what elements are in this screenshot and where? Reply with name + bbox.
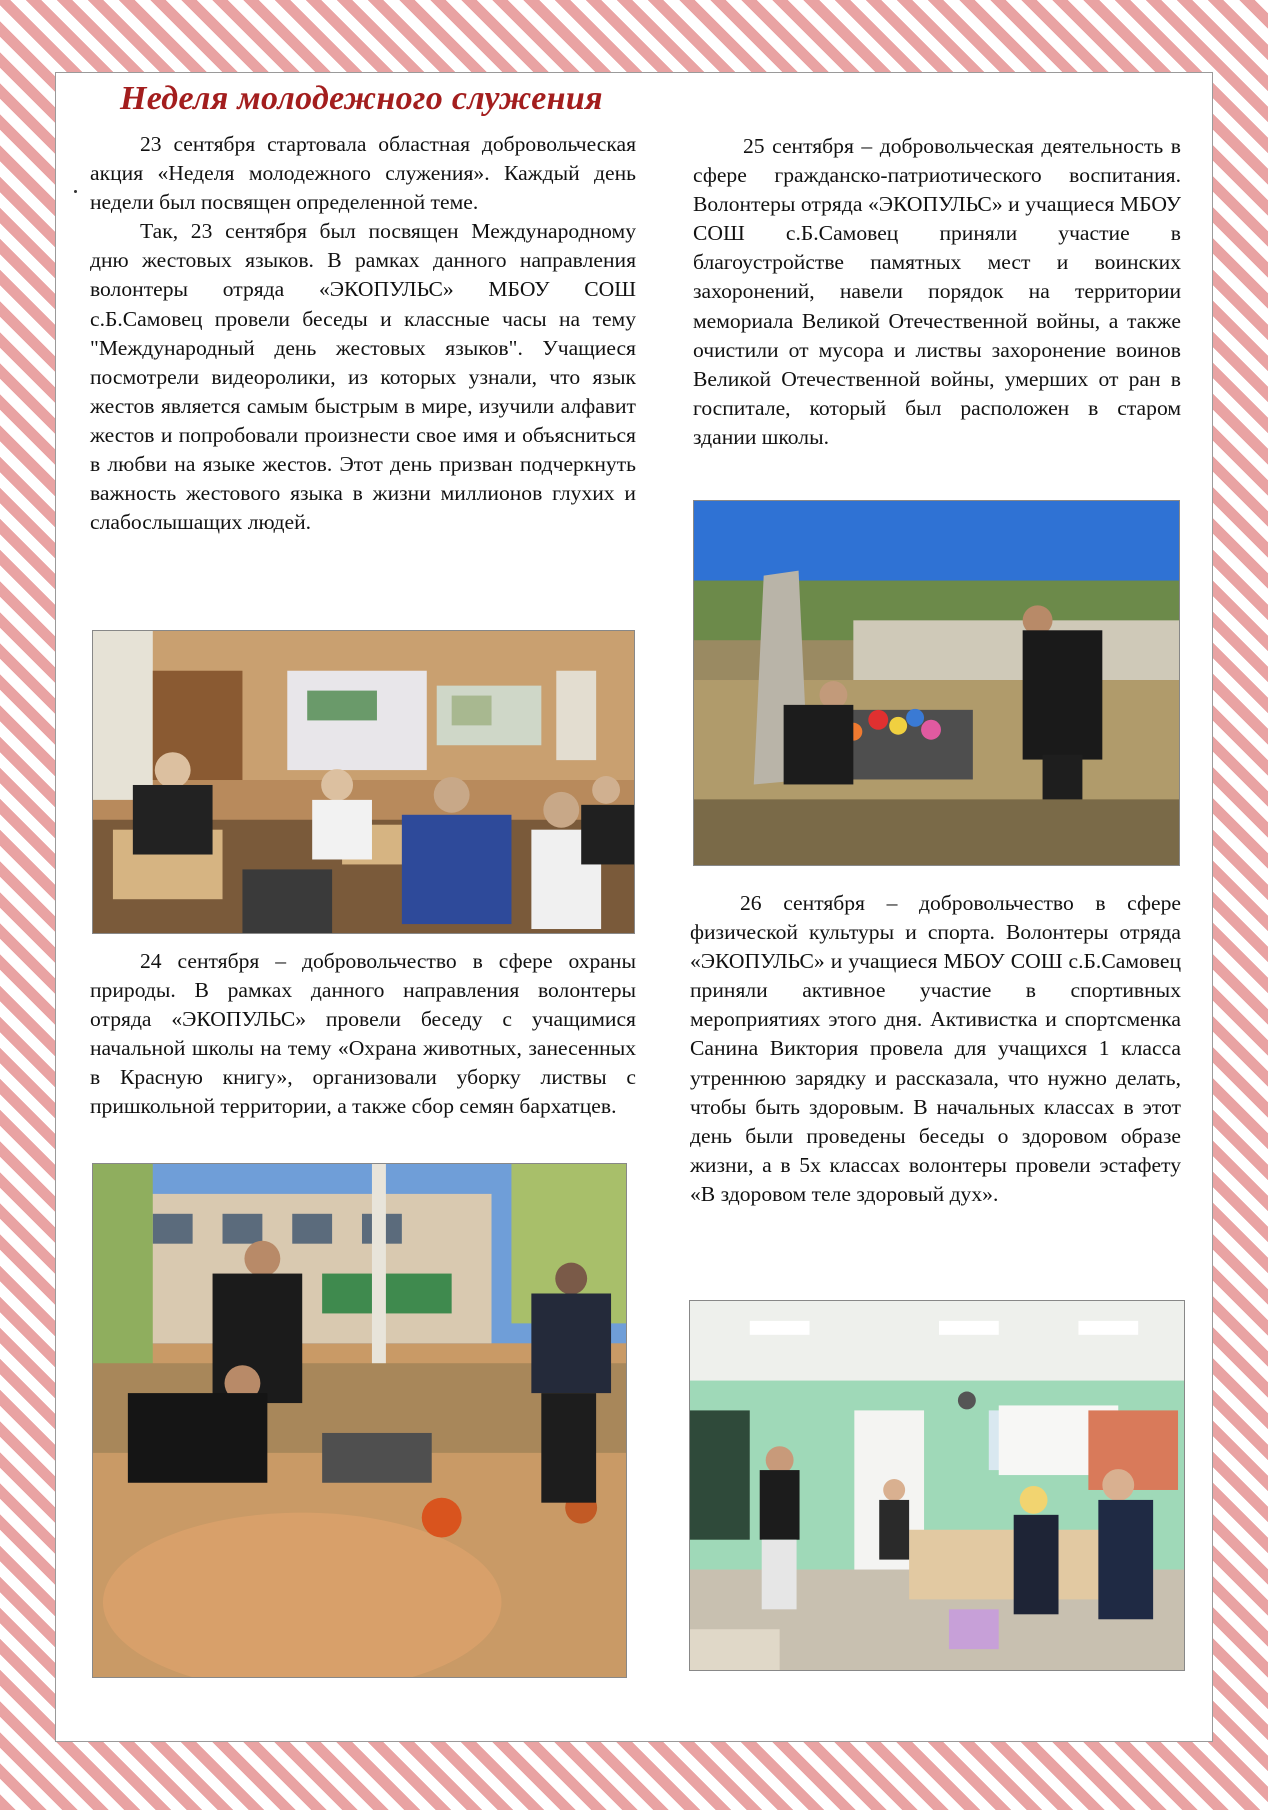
paragraph-sep25: 25 сентября – добровольческая деятельность в сфере гражданско-патриотического воспитания. Волонтеры отряда «ЭКОПУЛЬС» и учащиеся МБОУ СОШ с.Б.Самовец приняли участие в благоустройстве памятных мест и воинских захоронений, навели порядок на территории мемориала Великой Отечественной войны, а также очистили от мусора и листвы захоронение воинов Великой Отечественной войны, умерших от ран в госпитале, который был расположен в старом здании школы. bbox=[693, 134, 1181, 449]
photo-classroom-sign-language bbox=[92, 630, 635, 934]
photo-memorial-cleanup bbox=[693, 500, 1180, 866]
left-column-top bbox=[90, 130, 636, 537]
photo-morning-exercise bbox=[689, 1300, 1185, 1671]
cemetery-photo-icon bbox=[694, 501, 1179, 865]
stray-dot bbox=[74, 190, 77, 193]
left-column-bottom bbox=[90, 947, 636, 1122]
paragraph-sep23: Так, 23 сентября был посвящен Международному дню жестовых языков. В рамках данного направления волонтеры отряда «ЭКОПУЛЬС» МБОУ СОШ с.Б.Самовец провели беседы и классные часы на тему "Международный день жестовых языков". Учащиеся посмотрели видеоролики, из которых узнали, что язык жестов является самым быстрым в мире, изучили алфавит жестов и попробовали произнести свое имя и объясниться в любви на языке жестов. Этот день призван подчеркнуть важность жестового языка в жизни миллионов глухих и слабослышащих людей. bbox=[90, 219, 636, 535]
paragraph-sep26: 26 сентября – добровольчество в сфере физической культуры и спорта. Волонтеры отряда «ЭКОПУЛЬС» и учащиеся МБОУ СОШ с.Б.Самовец приняли активное участие в спортивных мероприятиях этого дня. Активистка и спортсменка Санина Виктория провела для учащихся 1 класса утреннюю зарядку и рассказала, что нужно делать, чтобы быть здоровым. В начальных классах в этот день были проведены беседы о здоровом образе жизни, а в 5х классах волонтеры провели эстафету «В здоровом теле здоровый дух». bbox=[690, 891, 1181, 1206]
outdoor-photo-icon bbox=[93, 1164, 626, 1677]
photo-leaf-cleanup bbox=[92, 1163, 627, 1678]
paragraph-sep24: 24 сентября – добровольчество в сфере охраны природы. В рамках данного направления волонтеры отряда «ЭКОПУЛЬС» провели беседу с учащимися начальной школы на тему «Охрана животных, занесенных в Красную книгу», организовали уборку листвы с пришкольной территории, а также сбор семян бархатцев. bbox=[90, 949, 636, 1119]
classroom-photo-icon bbox=[690, 1301, 1184, 1670]
paragraph-intro: 23 сентября стартовала областная добровольческая акция «Неделя молодежного служения». Каждый день недели был посвящен определенной теме. bbox=[90, 132, 636, 215]
page-title: Неделя молодежного служения bbox=[120, 80, 603, 117]
classroom-photo-icon bbox=[93, 631, 634, 933]
right-column-bottom bbox=[690, 889, 1181, 1209]
right-column-top bbox=[693, 132, 1181, 452]
